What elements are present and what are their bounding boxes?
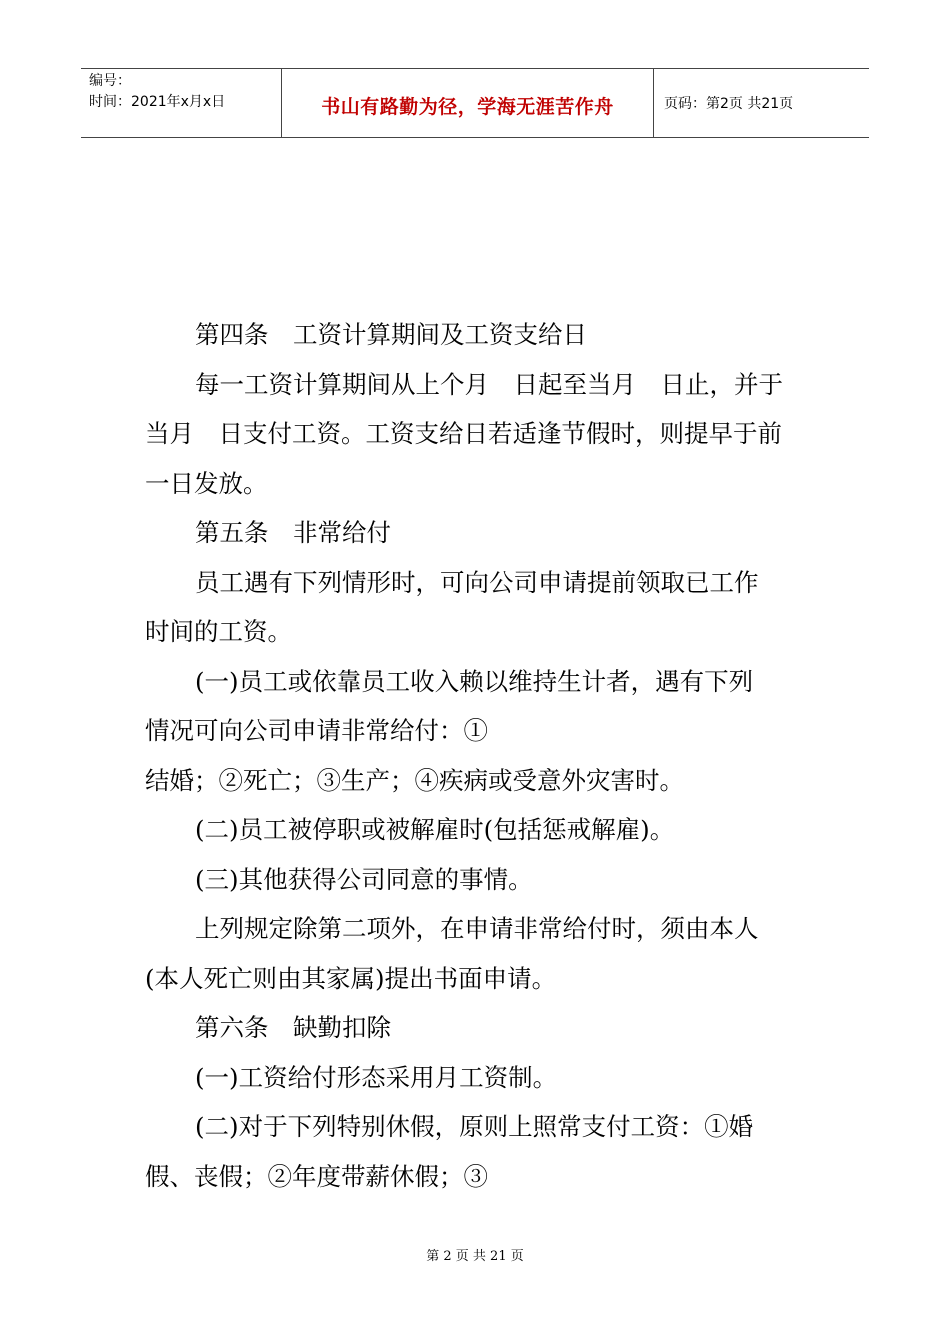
paragraph-line: 上列规定除第二项外，在申请非常给付时，须由本人 xyxy=(195,914,759,943)
list-item-line: (三)其他获得公司同意的事情。 xyxy=(195,864,533,894)
header-meta-cell xyxy=(81,69,282,137)
paragraph-line: 当月 日支付工资。工资支给日若适逢节假时，则提早于前 xyxy=(145,419,782,448)
paragraph-line: 时间的工资。 xyxy=(145,617,292,646)
header-motto-cell xyxy=(282,69,654,137)
document-time-label: 时间：2021年x月x日 xyxy=(89,94,226,110)
page-header xyxy=(81,68,869,138)
footer-page-number: 第 2 页 共 21 页 xyxy=(426,1249,524,1264)
list-item-line: 结婚；②死亡；③生产；④疾病或受意外灾害时。 xyxy=(145,765,684,795)
paragraph-line: 员工遇有下列情形时，可向公司申请提前领取已工作 xyxy=(195,567,759,597)
list-item-line: 假、丧假；②年度带薪休假；③ xyxy=(145,1161,488,1191)
paragraph-line: 每一工资计算期间从上个月 日起至当月 日止，并于 xyxy=(195,369,783,399)
list-item-line: 情况可向公司申请非常给付：① xyxy=(145,716,488,745)
page-footer xyxy=(0,1245,950,1264)
document-body xyxy=(145,310,805,1201)
document-number-label: 编号： xyxy=(89,73,131,89)
list-item-line: (二)对于下列特别休假，原则上照常支付工资：①婚 xyxy=(195,1112,754,1141)
article-heading: 第六条 缺勤扣除 xyxy=(195,1013,391,1042)
header-page-cell xyxy=(654,69,869,137)
list-item-line: (一)员工或依靠员工收入赖以维持生计者，遇有下列 xyxy=(195,666,754,696)
article-heading: 第四条 工资计算期间及工资支给日 xyxy=(195,320,587,349)
header-page-info: 页码：第2页 共21页 xyxy=(664,96,794,112)
paragraph-line: 一日发放。 xyxy=(145,468,268,498)
paragraph-line: (本人死亡则由其家属)提出书面申请。 xyxy=(145,963,557,993)
header-motto: 书山有路勤为径，学海无涯苦作舟 xyxy=(321,95,614,118)
list-item-line: (二)员工被停职或被解雇时(包括惩戒解雇)。 xyxy=(195,815,675,844)
article-heading: 第五条 非常给付 xyxy=(195,518,391,547)
list-item-line: (一)工资给付形态采用月工资制。 xyxy=(195,1062,558,1092)
